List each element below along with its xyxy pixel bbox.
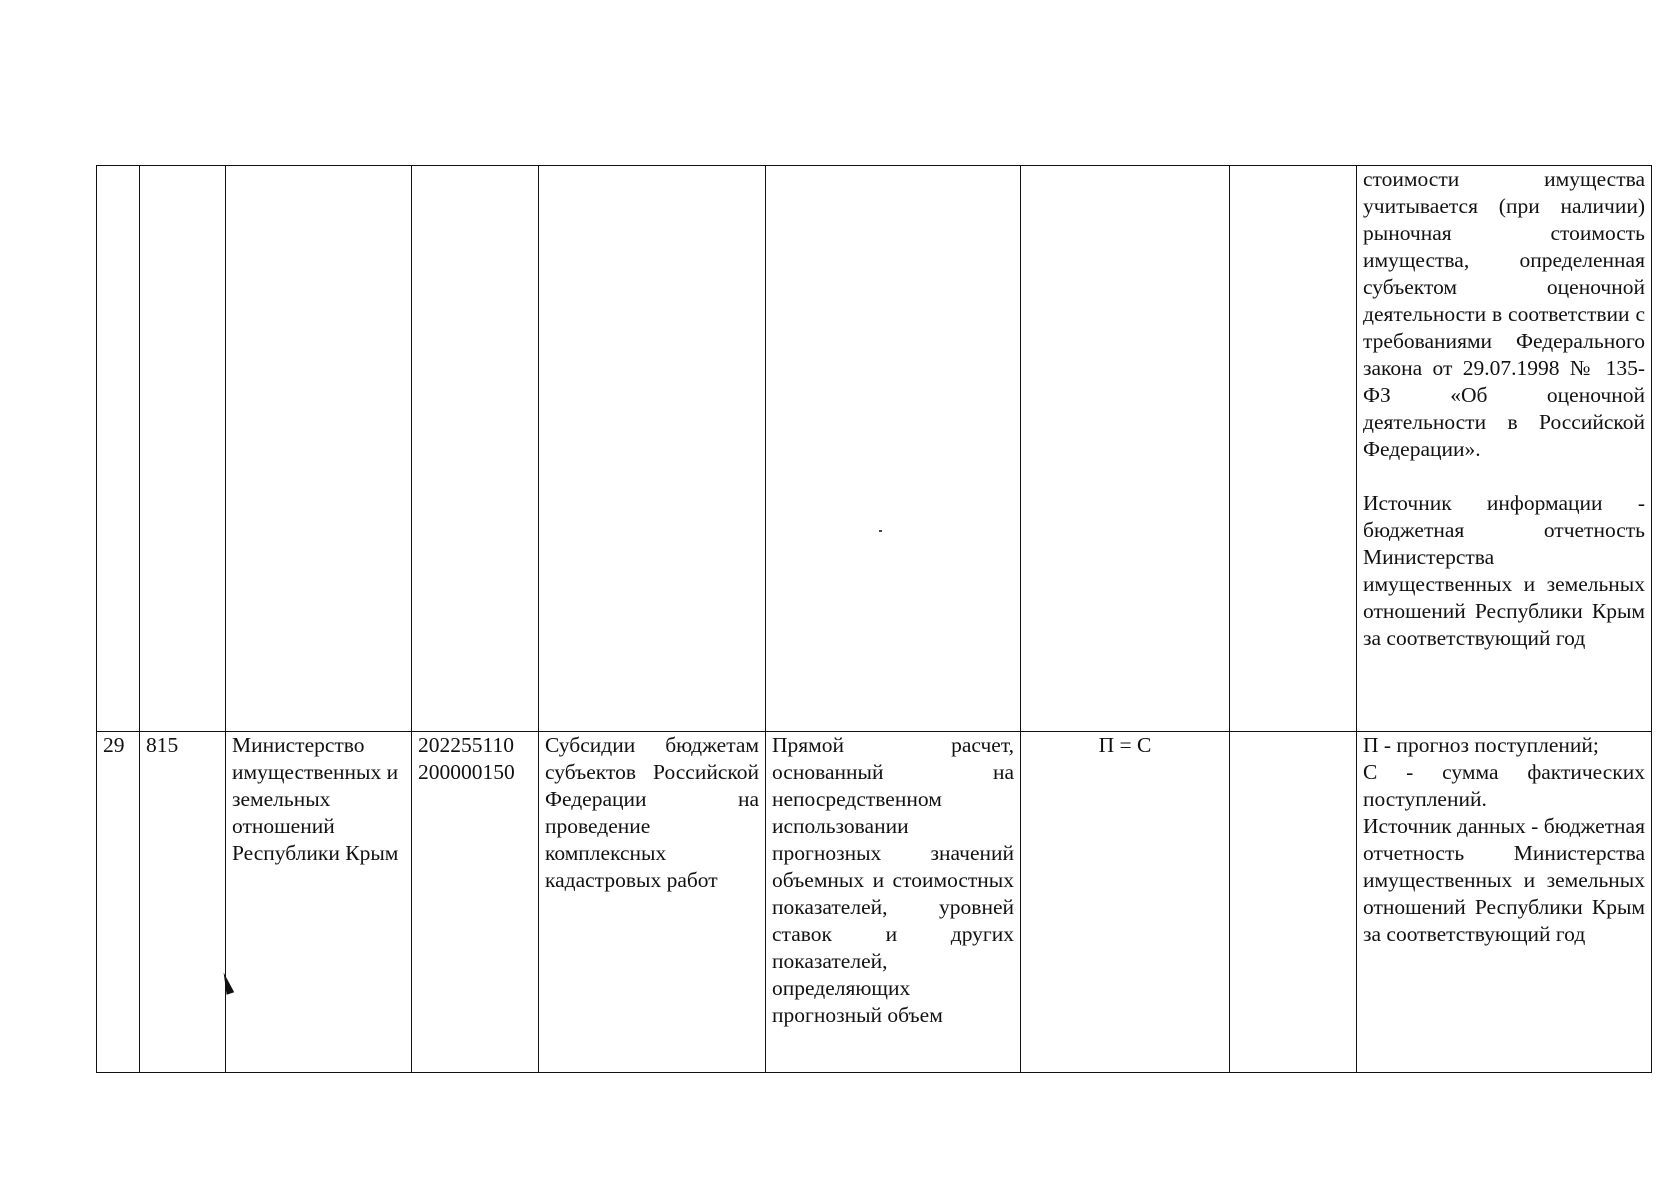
cell-notes [1357, 732, 1652, 1073]
cell-algorithm [1230, 732, 1357, 1073]
revenue-name: Субсидии бюджетам субъектов Российской Федерации на проведение комплексных кадастровых работ [545, 733, 759, 892]
cell-formula [1021, 166, 1230, 732]
cell-revenue-name [539, 732, 766, 1073]
admin-code: 815 [146, 733, 179, 757]
table-row-29 [97, 732, 1652, 1073]
cell-number [97, 732, 140, 1073]
row-number: 29 [103, 733, 125, 757]
cell-method [766, 732, 1021, 1073]
cell-number [97, 166, 140, 732]
kbk-code-part1: 202255110 [418, 733, 514, 757]
administrator-name: Министерство имущественных и земельных отношений Республики Крым [232, 733, 399, 865]
scan-speck [879, 530, 882, 532]
formula: П = С [1098, 733, 1152, 757]
table-row-continued [97, 166, 1652, 732]
cell-formula [1021, 732, 1230, 1073]
cell-kbk [412, 732, 539, 1073]
cell-admin-code [140, 732, 226, 1073]
calculation-method: Прямой расчет, основанный на непосредственном использовании прогнозных значений объемных и стоимостных показателей, уровней ставок и других показателей, определяющих прогнозный объем [772, 733, 1014, 1027]
cell-admin-code [140, 166, 226, 732]
kbk-code-part2: 200000150 [418, 760, 515, 784]
cell-kbk [412, 166, 539, 732]
cell-algorithm [1230, 166, 1357, 732]
notes-line-actual: С - сумма фактических поступлений. [1363, 760, 1645, 811]
notes-line-forecast: П - прогноз поступлений; [1363, 733, 1599, 757]
notes-paragraph-source: Источник информации - бюджетная отчетность Министерства имущественных и земельных отношений Республики Крым за соответствующий год [1363, 491, 1645, 650]
cell-revenue-name [539, 166, 766, 732]
notes-paragraph-valuation: стоимости имущества учитывается (при наличии) рыночная стоимость имущества, определенная субъектом оценочной деятельности в соответствии с требованиями Федерального закона от 29.07.1998 № 135-ФЗ «Об оценочной деятельности в Российской Федерации». [1363, 167, 1645, 461]
cell-administrator [226, 732, 412, 1073]
cell-method [766, 166, 1021, 732]
forecast-methodology-table [96, 165, 1652, 1073]
cell-administrator [226, 166, 412, 732]
cell-notes [1357, 166, 1652, 732]
notes-line-source: Источник данных - бюджетная отчетность Министерства имущественных и земельных отношений Республики Крым за соответствующий год [1363, 814, 1645, 946]
